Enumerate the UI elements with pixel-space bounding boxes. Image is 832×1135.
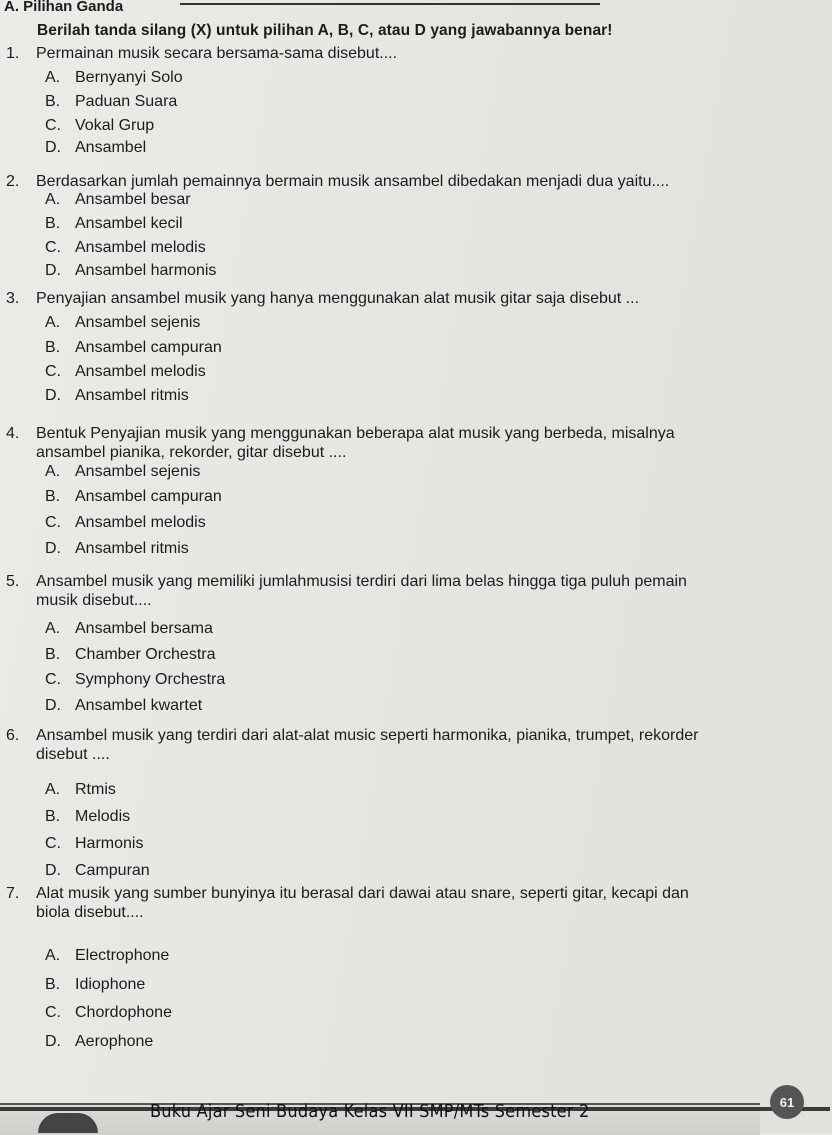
question-number: 3. (6, 290, 20, 307)
option-2b[interactable]: B. Ansambel kecil (45, 215, 183, 232)
question-number: 4. (6, 425, 20, 442)
option-4c[interactable]: C. Ansambel melodis (45, 514, 206, 531)
question-2 (6, 172, 669, 191)
option-2d[interactable]: D. Ansambel harmonis (45, 262, 217, 279)
option-5a[interactable]: A. Ansambel bersama (45, 620, 213, 637)
question-text-cont: musik disebut.... (36, 592, 152, 609)
option-1a[interactable]: A. Bernyanyi Solo (45, 69, 183, 86)
page-footer (0, 1085, 832, 1133)
option-1b[interactable]: B. Paduan Suara (45, 93, 178, 110)
page-number: 61 (770, 1085, 804, 1119)
question-5 (6, 572, 687, 610)
option-6c[interactable]: C. Harmonis (45, 835, 144, 852)
option-4a[interactable]: A. Ansambel sejenis (45, 463, 201, 480)
instruction-text: Berilah tanda silang (X) untuk pilihan A, B, C, atau D yang jawabannya benar! (37, 22, 613, 39)
option-7d[interactable]: D. Aerophone (45, 1033, 154, 1050)
option-2c[interactable]: C. Ansambel melodis (45, 239, 206, 256)
question-6 (6, 726, 699, 764)
option-5c[interactable]: C. Symphony Orchestra (45, 671, 226, 688)
question-text: Ansambel musik yang memiliki jumlahmusisi terdiri dari lima belas hingga tiga puluh pemain (36, 573, 687, 590)
option-3c[interactable]: C. Ansambel melodis (45, 363, 206, 380)
option-1c[interactable]: C. Vokal Grup (45, 117, 155, 134)
option-7a[interactable]: A. Electrophone (45, 947, 170, 964)
question-text: Ansambel musik yang terdiri dari alat-alat music seperti harmonika, pianika, trumpet, rekorder (36, 727, 699, 744)
question-number: 6. (6, 727, 20, 744)
question-text: Bentuk Penyajian musik yang menggunakan beberapa alat musik yang berbeda, misalnya (36, 425, 675, 442)
question-text: Penyajian ansambel musik yang hanya menggunakan alat musik gitar saja disebut ... (36, 290, 640, 307)
option-3a[interactable]: A. Ansambel sejenis (45, 314, 201, 331)
option-3d[interactable]: D. Ansambel ritmis (45, 387, 189, 404)
footer-decoration (38, 1113, 98, 1133)
option-6b[interactable]: B. Melodis (45, 808, 131, 825)
option-4b[interactable]: B. Ansambel campuran (45, 488, 222, 505)
question-number: 2. (6, 173, 20, 190)
question-3 (6, 289, 639, 308)
option-7b[interactable]: B. Idiophone (45, 976, 146, 993)
option-6a[interactable]: A. Rtmis (45, 781, 116, 798)
option-3b[interactable]: B. Ansambel campuran (45, 339, 222, 356)
option-6d[interactable]: D. Campuran (45, 862, 150, 879)
question-7 (6, 884, 689, 922)
question-text: Alat musik yang sumber bunyinya itu berasal dari dawai atau snare, seperti gitar, kecapi dan (36, 885, 689, 902)
question-4 (6, 424, 675, 462)
option-5b[interactable]: B. Chamber Orchestra (45, 646, 216, 663)
question-text-cont: disebut .... (36, 746, 110, 763)
question-text-cont: biola disebut.... (36, 904, 144, 921)
question-text-cont: ansambel pianika, rekorder, gitar disebut .... (36, 444, 347, 461)
book-title: Buku Ajar Seni Budaya Kelas VII SMP/MTs Semester 2 (150, 1101, 590, 1122)
question-text: Permainan musik secara bersama-sama disebut.... (36, 45, 398, 62)
option-1d[interactable]: D. Ansambel (45, 139, 147, 156)
question-number: 5. (6, 573, 20, 590)
question-number: 7. (6, 885, 20, 902)
question-1 (6, 44, 397, 63)
section-heading: A. Pilihan Ganda (4, 0, 124, 15)
option-2a[interactable]: A. Ansambel besar (45, 191, 191, 208)
option-7c[interactable]: C. Chordophone (45, 1004, 172, 1021)
question-text: Berdasarkan jumlah pemainnya bermain musik ansambel dibedakan menjadi dua yaitu.... (36, 173, 670, 190)
option-5d[interactable]: D. Ansambel kwartet (45, 697, 203, 714)
question-number: 1. (6, 45, 20, 62)
option-4d[interactable]: D. Ansambel ritmis (45, 540, 189, 557)
